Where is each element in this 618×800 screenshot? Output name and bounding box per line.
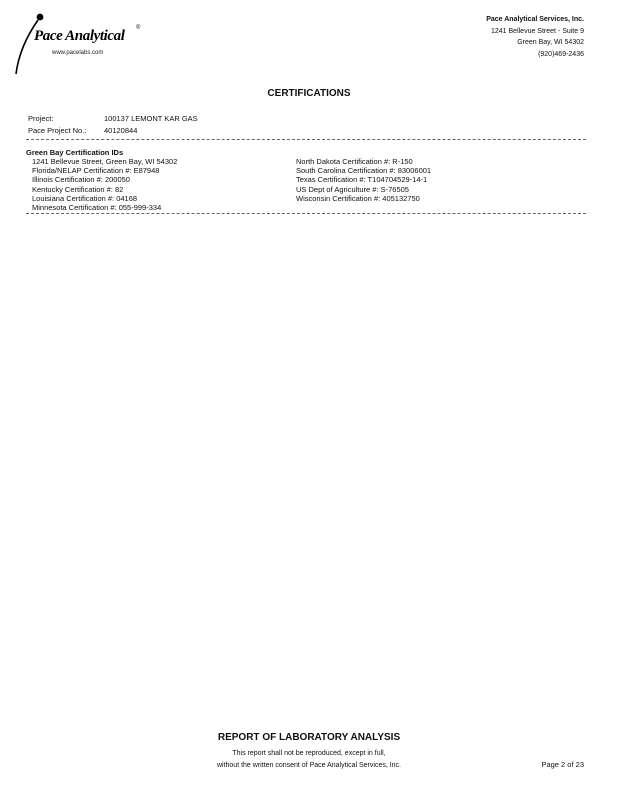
pace-project-value: 40120844 xyxy=(104,126,138,135)
project-label: Project: xyxy=(28,114,54,123)
list-item: Illinois Certification #: 200050 xyxy=(32,175,130,185)
company-street: 1241 Bellevue Street - Suite 9 xyxy=(490,27,584,35)
divider-bottom xyxy=(26,213,586,214)
project-info xyxy=(28,113,198,137)
company-name: Pace Analytical Services, Inc. xyxy=(486,16,584,23)
list-item: Wisconsin Certification #: 405132750 xyxy=(296,193,420,203)
list-item: Louisiana Certification #: 04168 xyxy=(32,193,138,203)
pace-analytical-logo xyxy=(8,8,148,78)
logo-url: www.pacelabs.com xyxy=(52,50,104,56)
list-item: Minnesota Certification #: 055-999-334 xyxy=(32,203,162,213)
divider-top xyxy=(26,139,586,140)
report-title: REPORT OF LABORATORY ANALYSIS xyxy=(217,732,401,743)
list-item: 1241 Bellevue Street, Green Bay, WI 54302 xyxy=(32,157,178,166)
certification-list-right xyxy=(296,157,431,203)
project-value: 100137 LEMONT KAR GAS xyxy=(104,114,198,123)
list-item: South Carolina Certification #: 83006001 xyxy=(296,166,432,176)
company-city: Green Bay, WI 54302 xyxy=(517,39,584,46)
list-item: US Dept of Agriculture #: S-76505 xyxy=(296,184,409,194)
disclaimer-line-1: This report shall not be reproduced, except in full, xyxy=(232,750,386,757)
list-item: Kentucky Certification #: 82 xyxy=(32,184,124,194)
company-phone: (920)469-2436 xyxy=(538,50,584,58)
certification-list-left xyxy=(32,157,177,212)
logo-registered-mark: ® xyxy=(136,25,141,31)
list-item: Florida/NELAP Certification #: E87948 xyxy=(32,166,160,176)
list-item: North Dakota Certification #: R-150 xyxy=(296,157,413,166)
company-address-block xyxy=(486,14,584,60)
footer-disclaimer xyxy=(0,748,618,772)
certification-heading: Green Bay Certification IDs xyxy=(26,148,124,157)
list-item: Texas Certification #: T104704529-14-1 xyxy=(296,175,428,185)
pace-project-label: Pace Project No.: xyxy=(28,126,87,135)
page-number: Page 2 of 23 xyxy=(541,760,584,769)
logo-brand-text: Pace Analytical xyxy=(34,28,125,44)
pace-project-row xyxy=(28,125,198,137)
page-title: CERTIFICATIONS xyxy=(267,88,351,99)
disclaimer-line-2: without the written consent of Pace Analytical Services, Inc. xyxy=(216,762,402,769)
project-row xyxy=(28,113,198,125)
